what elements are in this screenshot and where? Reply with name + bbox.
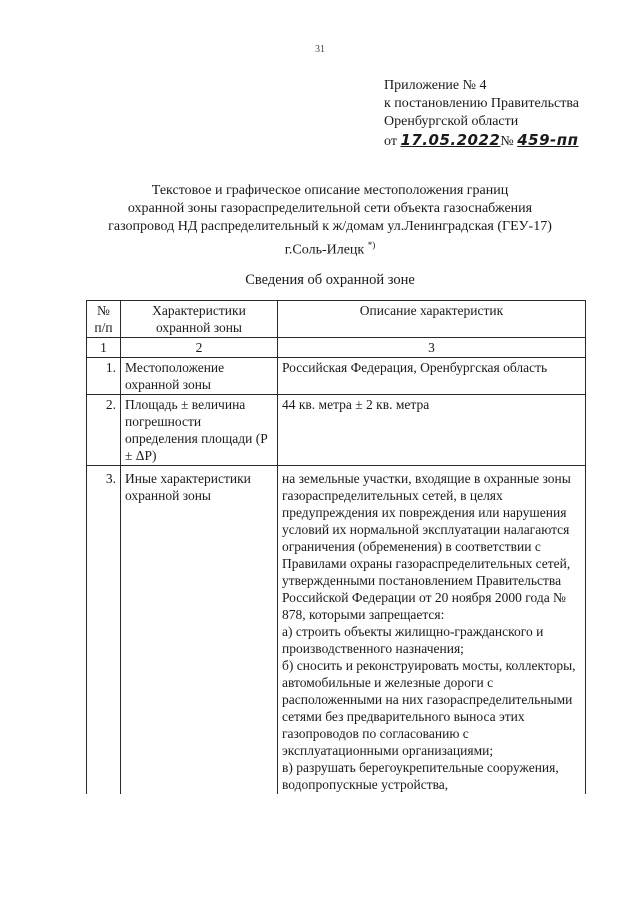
protection-zone-table <box>86 300 586 794</box>
header-description: Описание характеристик <box>278 301 586 338</box>
table-row <box>87 358 586 395</box>
row-description: Российская Федерация, Оренбургская область <box>278 358 586 395</box>
date-prefix: от <box>384 134 397 149</box>
title-line-2: охранной зоны газораспределительной сети объекта газоснабжения <box>127 201 533 216</box>
header-characteristics: Характеристики охранной зоны <box>121 301 278 338</box>
handwritten-date: 17.05.2022 <box>400 131 501 149</box>
title-line-1: Текстовое и графическое описание местоположения границ <box>151 183 509 198</box>
index-cell-1: 1 <box>87 338 121 358</box>
index-cell-2: 2 <box>121 338 278 358</box>
title-city: г.Соль-Илецк <box>284 242 365 258</box>
description-intro: на земельные участки, входящие в охранные зоны газораспределительных сетей, в целях предупреждения их повреждения или нарушения условий их нормальной эксплуатации налагаются ограничения (обременения) в соответствии с Правилами охраны газораспределительных сетей, утвержденными постановлением Правительства Российской Федерации от 20 ноября 2000 года № 878, которыми запрещается: <box>282 471 571 622</box>
row-characteristic: Площадь ± величина погрешности определения площади (Р ± ΔР) <box>121 395 278 466</box>
description-item-b: б) сносить и реконструировать мосты, коллекторы, автомобильные и железные дороги с расположенными на них газораспределительными сетями без предварительного выноса этих газопроводов по согласованию с эксплуатационными организациями; <box>282 658 576 758</box>
appendix-line-1: Приложение № 4 <box>384 78 487 93</box>
footnote-mark: *) <box>367 240 376 250</box>
description-item-c: в) разрушать берегоукрепительные сооружения, водопропускные устройства, <box>282 760 559 792</box>
appendix-date-line <box>384 131 579 151</box>
title-line-3: газопровод НД распределительный к ж/домам ул.Ленинградская (ГЕУ-17) <box>108 219 552 234</box>
row-number: 1. <box>87 358 121 395</box>
row-number: 3. <box>87 466 121 795</box>
handwritten-number: 459-пп <box>517 131 579 149</box>
table-row <box>87 395 586 466</box>
appendix-line-2: к постановлению Правительства <box>384 96 580 111</box>
appendix-block <box>384 77 579 151</box>
row-characteristic: Иные характеристики охранной зоны <box>121 466 278 795</box>
table-header-row <box>87 301 586 338</box>
table-index-row <box>87 338 586 358</box>
row-description: 44 кв. метра ± 2 кв. метра <box>278 395 586 466</box>
table-row <box>87 466 586 795</box>
row-characteristic: Местоположение охранной зоны <box>121 358 278 395</box>
section-subtitle: Сведения об охранной зоне <box>245 272 415 288</box>
appendix-line-3: Оренбургской области <box>384 114 519 129</box>
title-line-4 <box>60 236 600 260</box>
document-title <box>60 182 600 260</box>
description-item-a: а) строить объекты жилищно-гражданского и производственного назначения; <box>282 624 544 656</box>
page-number: 31 <box>315 44 325 55</box>
index-cell-3: 3 <box>278 338 586 358</box>
row-description <box>278 466 586 795</box>
number-sign: № <box>500 134 514 149</box>
header-number: № п/п <box>87 301 121 338</box>
row-number: 2. <box>87 395 121 466</box>
